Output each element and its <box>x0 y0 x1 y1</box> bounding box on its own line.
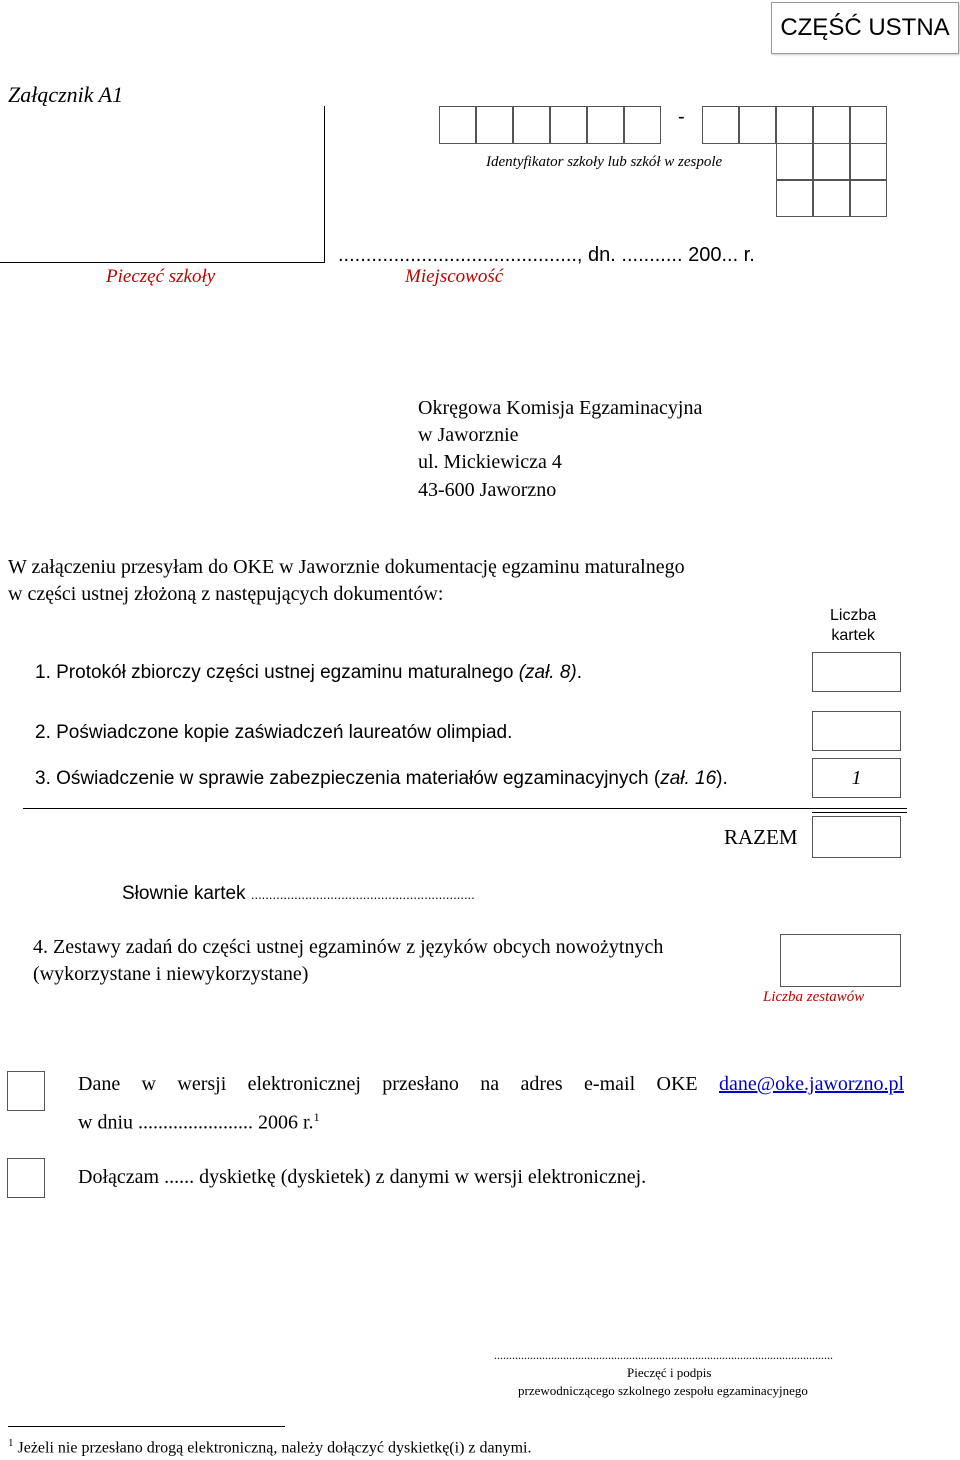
item-text: 2. Poświadczone kopie zaświadczeń laureatów olimpiad. <box>35 722 513 743</box>
document-item-3 <box>35 768 728 790</box>
id-cell[interactable] <box>813 106 850 144</box>
address-line: 43-600 Jaworzno <box>418 479 557 501</box>
id-cell[interactable] <box>850 180 887 217</box>
sets-count-box[interactable] <box>780 934 901 987</box>
item-text: 1. Protokół zbiorczy części ustnej egzaminu maturalnego <box>35 662 519 683</box>
item-end: ). <box>716 768 728 789</box>
item-end: . <box>576 662 583 683</box>
document-item-1 <box>35 662 582 684</box>
page-count-header <box>830 606 876 646</box>
school-stamp-label: Pieczęć szkoły <box>106 266 216 287</box>
disk-checkbox[interactable] <box>7 1158 45 1198</box>
place-label: Miejscowość <box>405 266 504 287</box>
id-cell[interactable] <box>702 106 739 144</box>
page-count-header-line: kartek <box>831 627 875 644</box>
id-cell[interactable] <box>550 106 587 144</box>
section-badge: CZĘŚĆ USTNA <box>771 2 959 54</box>
electronic-data-line <box>78 1073 904 1096</box>
place-date-line[interactable]: ..........................................., dn. ........... 200... r. <box>338 244 755 266</box>
item-2-count-box[interactable] <box>812 711 901 751</box>
total-separator-double <box>812 812 907 813</box>
id-cell[interactable] <box>813 143 850 180</box>
footnote-mark: 1 <box>8 1437 14 1449</box>
attachment-title: Załącznik A1 <box>8 82 124 107</box>
item-4-line: 4. Zestawy zadań do części ustnej egzaminów z języków obcych nowożytnych <box>33 936 664 958</box>
page-count-header-line: Liczba <box>830 607 877 624</box>
id-cell[interactable] <box>624 106 661 144</box>
electronic-text: Dane w wersji elektronicznej przesłano na adres e-mail OKE <box>78 1073 698 1095</box>
footnote-text: Jeżeli nie przesłano drogą elektroniczną, należy dołączyć dyskietkę(i) z danymi. <box>13 1439 532 1457</box>
total-count-box[interactable] <box>812 816 901 858</box>
electronic-date: w dniu ....................... 2006 r. <box>78 1111 314 1134</box>
stamp-frame-right <box>324 106 325 262</box>
document-item-4 <box>33 934 663 988</box>
words-count-line[interactable] <box>122 883 475 905</box>
signature-line[interactable]: ................................................................................................................. <box>494 1348 833 1362</box>
id-cell[interactable] <box>476 106 513 144</box>
school-id-label: Identyfikator szkoły lub szkół w zespole <box>486 154 723 170</box>
id-cell[interactable] <box>850 106 887 144</box>
item-1-count-box[interactable] <box>812 652 901 692</box>
attach-disk-line: Dołączam ...... dyskietkę (dyskietek) z danymi w wersji elektronicznej. <box>78 1166 647 1188</box>
id-separator: - <box>678 106 685 128</box>
footnote <box>8 1437 532 1457</box>
document-item-2 <box>35 722 512 744</box>
words-dots: .............................................................. <box>250 887 475 902</box>
intro-line: w części ustnej złożoną z następujących dokumentów: <box>8 583 444 605</box>
total-separator <box>23 808 907 809</box>
signature-label: Pieczęć i podpis <box>627 1365 712 1380</box>
intro-line: W załączeniu przesyłam do OKE w Jaworznie dokumentację egzaminu maturalnego <box>8 556 685 578</box>
item-text: 3. Oświadczenie w sprawie zabezpieczenia materiałów egzaminacyjnych ( <box>35 768 661 789</box>
item-3-count-box[interactable]: 1 <box>812 758 901 798</box>
id-cell[interactable] <box>587 106 624 144</box>
id-cell[interactable] <box>813 180 850 217</box>
address-line: ul. Mickiewicza 4 <box>418 451 562 473</box>
words-label: Słownie kartek <box>122 883 246 904</box>
total-label: RAZEM <box>724 825 798 849</box>
id-cell[interactable] <box>850 143 887 180</box>
address-line: w Jaworznie <box>418 424 519 446</box>
id-cell[interactable] <box>439 106 476 144</box>
id-cell[interactable] <box>776 180 813 217</box>
electronic-date-line[interactable] <box>78 1110 320 1135</box>
address-line: Okręgowa Komisja Egzaminacyjna <box>418 397 703 419</box>
id-cell[interactable] <box>776 143 813 180</box>
footnote-separator <box>8 1426 285 1427</box>
item-note: zał. 16 <box>660 768 717 789</box>
item-4-line: (wykorzystane i niewykorzystane) <box>33 963 309 985</box>
item-note: (zał. 8) <box>518 662 577 683</box>
stamp-frame-bottom <box>0 262 325 263</box>
id-cell[interactable] <box>513 106 550 144</box>
intro-paragraph <box>8 554 685 608</box>
electronic-checkbox[interactable] <box>7 1071 45 1111</box>
sets-count-label: Liczba zestawów <box>763 989 865 1005</box>
id-cell[interactable] <box>776 106 813 144</box>
footnote-ref: 1 <box>313 1110 320 1124</box>
id-cell[interactable] <box>739 106 776 144</box>
oke-email-link[interactable]: dane@oke.jaworzno.pl <box>718 1073 905 1095</box>
signature-role: przewodniczącego szkolnego zespołu egzaminacyjnego <box>518 1383 808 1398</box>
